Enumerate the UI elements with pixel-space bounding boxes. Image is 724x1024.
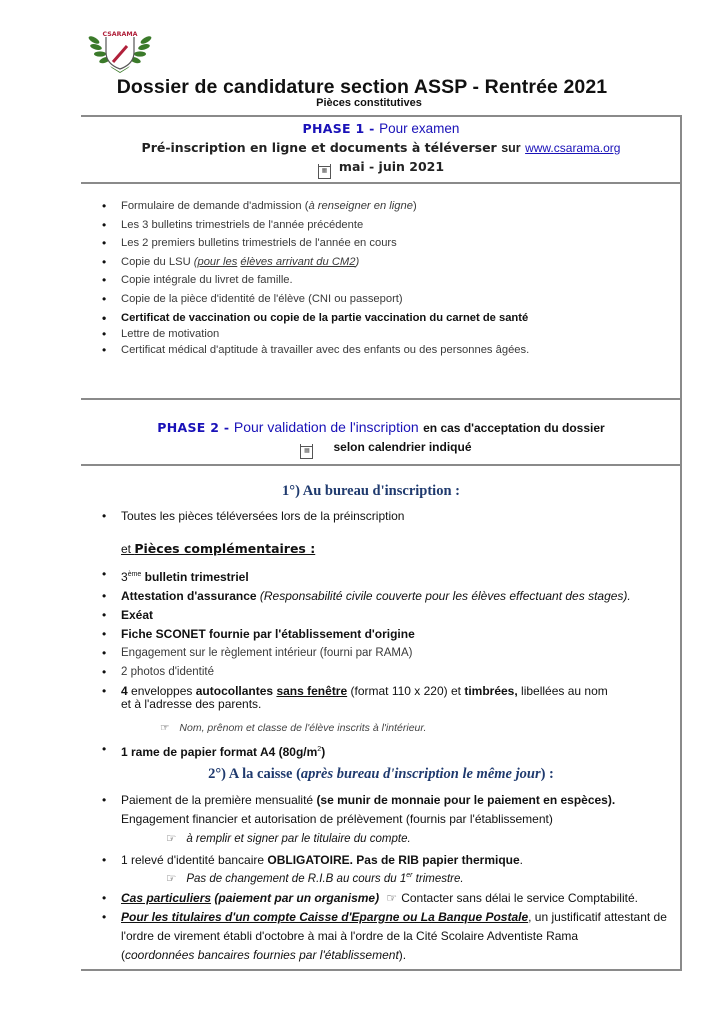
section2-list-b	[100, 851, 523, 870]
table-border-right	[680, 115, 682, 971]
payment-note: ☞ à remplir et signer par le titulaire du compte.	[166, 833, 411, 845]
list-item: • 3ème bulletin trimestriel	[100, 565, 631, 587]
calendar-icon: ▦	[318, 166, 331, 179]
list-item: • Copie intégrale du livret de famille.	[100, 271, 529, 290]
phase2-condition: en cas d'acceptation du dossier	[423, 421, 605, 435]
hand-pointer-icon: ☞	[166, 833, 177, 845]
list-item: • 4 enveloppes autocollantes sans fenêtre (format 110 x 220) et timbrées, libellées au nom	[100, 682, 631, 701]
phase1-sur: sur	[501, 141, 521, 155]
phase1-dates: mai - juin 2021	[338, 159, 445, 174]
list-item: • Pour les titulaires d'un compte Caisse d'Epargne ou La Banque Postale, un justificatif attestant de	[100, 908, 667, 927]
bank-details-line: (coordonnées bancaires fournies par l'établissement).	[121, 948, 407, 962]
section1-heading: 1°) Au bureau d'inscription :	[282, 483, 460, 499]
phase1-title: Pour examen	[379, 121, 460, 136]
list-item: • Les 2 premiers bulletins trimestriels de l'année en cours	[100, 234, 529, 253]
csarama-website-link[interactable]: www.csarama.org	[525, 141, 621, 155]
table-border-bottom	[81, 969, 682, 971]
list-item: • Certificat médical d'aptitude à travailler avec des enfants ou des personnes âgées.	[100, 342, 529, 359]
list-item: • Exéat	[100, 606, 631, 625]
logo-text: CSARAMA	[102, 31, 138, 38]
page-title: Dossier de candidature section ASSP - Rentrée 2021	[116, 76, 608, 98]
hand-pointer-icon: ☞	[160, 722, 170, 734]
phase1-tag: PHASE 1 -	[302, 121, 375, 136]
hand-pointer-icon: ☞	[386, 891, 398, 905]
list-item: • Toutes les pièces téléversées lors de la préinscription	[100, 507, 404, 526]
phase2-title: Pour validation de l'inscription	[233, 419, 419, 435]
phase2-tag: PHASE 2 -	[157, 420, 230, 435]
list-item: • 1 rame de papier format A4 $(80g/m^2)$	[100, 740, 325, 762]
calendar-icon: ▦	[300, 446, 313, 459]
table-border-top	[81, 115, 682, 117]
list-item: • Les 3 bulletins trimestriels de l'année précédente	[100, 216, 529, 235]
table-divider	[81, 464, 682, 466]
hand-pointer-icon: ☞	[166, 873, 177, 885]
section1-list-c	[100, 740, 325, 762]
list-item: • Engagement sur le règlement intérieur (fourni par RAMA)	[100, 644, 631, 663]
page-subtitle: Pièces constitutives	[316, 97, 422, 109]
envelope-note: ☞ Nom, prênom et classe de l'élève inscrits à l'intérieur.	[160, 722, 427, 734]
payment-engagement-line: Engagement financier et autorisation de prélèvement (fournis par l'établissement)	[121, 812, 553, 826]
list-item: • 2 photos d'identité	[100, 663, 631, 682]
list-item: • Cas particuliers (paiement par un organisme) ☞ Contacter sans délai le service Comptabilité.	[100, 889, 667, 908]
list-item: • Certificat de vaccination ou copie de la partie vaccination du carnet de santé	[100, 309, 529, 328]
phase1-header	[81, 119, 681, 179]
complementary-pieces-label: et Pièces complémentaires :	[121, 541, 316, 556]
section1-list-b	[100, 565, 631, 701]
section2-heading: 2°) A la caisse (après bureau d'inscription le même jour) :	[208, 766, 554, 782]
phase1-document-list	[100, 197, 529, 359]
table-divider	[81, 182, 682, 184]
csarama-logo	[86, 22, 154, 74]
list-item: • Lettre de motivation	[100, 327, 529, 342]
phase2-dates: selon calendrier indiqué	[333, 440, 472, 454]
list-item: • Paiement de la première mensualité (se munir de monnaie pour le paiement en espèces).	[100, 791, 615, 810]
list-item: • Copie de la pièce d'identité de l'élève (CNI ou passeport)	[100, 290, 529, 309]
section1-list-a	[100, 507, 404, 526]
list-item: • Fiche SCONET fournie par l'établissement d'origine	[100, 625, 631, 644]
table-divider	[81, 398, 682, 400]
list-item: • Formulaire de demande d'admission (à renseigner en ligne)	[100, 197, 529, 216]
list-item: • Attestation d'assurance (Responsabilité civile couverte pour les élèves effectuant des stages).	[100, 587, 631, 606]
rib-note: ☞ Pas de changement de R.I.B au cours du 1er trimestre.	[166, 872, 464, 885]
transfer-order-line: l'ordre de virement établi d'octobre à mai à l'ordre de la Cité Scolaire Adventiste Rama	[121, 929, 579, 943]
list-item: • Copie du LSU (pour les élèves arrivant du CM2)	[100, 253, 529, 272]
section2-list-a	[100, 791, 615, 810]
phase2-header	[81, 418, 681, 459]
section2-list-c	[100, 889, 667, 927]
envelope-address-line: et à l'adresse des parents.	[121, 697, 262, 711]
list-item: • 1 relevé d'identité bancaire OBLIGATOIRE. Pas de RIB papier thermique.	[100, 851, 523, 870]
phase1-instruction: Pré-inscription en ligne et documents à téléverser	[141, 140, 497, 155]
